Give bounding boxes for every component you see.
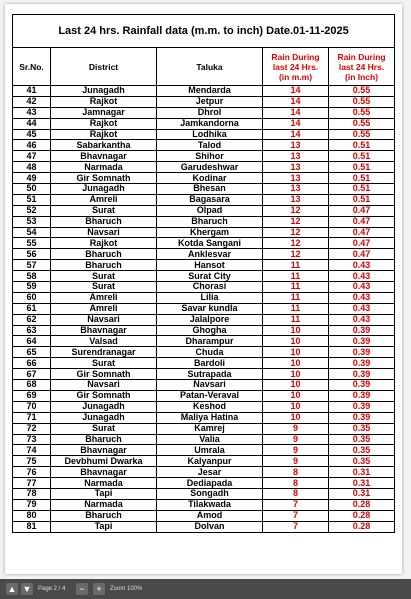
cell-srno: 44 bbox=[13, 118, 51, 129]
pdf-page bbox=[5, 4, 402, 574]
cell-rain-inch: 0.55 bbox=[329, 129, 395, 140]
cell-srno: 80 bbox=[13, 510, 51, 521]
table-row bbox=[13, 488, 395, 499]
cell-district: Surendranagar bbox=[51, 347, 157, 358]
cell-srno: 68 bbox=[13, 380, 51, 391]
table-row bbox=[13, 216, 395, 227]
cell-rain-mm: 9 bbox=[263, 456, 329, 467]
cell-rain-mm: 13 bbox=[263, 140, 329, 151]
cell-srno: 60 bbox=[13, 292, 51, 303]
table-title: Last 24 hrs. Rainfall data (m.m. to inch) Date.01-11-2025 bbox=[13, 15, 395, 48]
cell-rain-mm: 11 bbox=[263, 271, 329, 282]
cell-taluka: Bharuch bbox=[157, 216, 263, 227]
table-row bbox=[13, 423, 395, 434]
cell-taluka: Jalalpore bbox=[157, 314, 263, 325]
cell-srno: 61 bbox=[13, 303, 51, 314]
cell-rain-mm: 8 bbox=[263, 478, 329, 489]
cell-district: Amreli bbox=[51, 292, 157, 303]
table-row bbox=[13, 162, 395, 173]
zoom-level: Zoom 100% bbox=[110, 586, 143, 592]
cell-srno: 74 bbox=[13, 445, 51, 456]
cell-district: Valsad bbox=[51, 336, 157, 347]
cell-rain-inch: 0.28 bbox=[329, 499, 395, 510]
cell-rain-inch: 0.35 bbox=[329, 445, 395, 456]
zoom-in-button[interactable]: + bbox=[93, 583, 105, 595]
cell-taluka: Dediapada bbox=[157, 478, 263, 489]
cell-district: Rajkot bbox=[51, 238, 157, 249]
cell-rain-inch: 0.51 bbox=[329, 184, 395, 195]
table-row bbox=[13, 227, 395, 238]
cell-rain-inch: 0.28 bbox=[329, 521, 395, 532]
table-row bbox=[13, 347, 395, 358]
cell-district: Junagadh bbox=[51, 184, 157, 195]
cell-district: Surat bbox=[51, 282, 157, 293]
cell-taluka: Mendarda bbox=[157, 86, 263, 97]
cell-rain-inch: 0.31 bbox=[329, 478, 395, 489]
cell-taluka: Valia bbox=[157, 434, 263, 445]
cell-taluka: Umrala bbox=[157, 445, 263, 456]
cell-rain-mm: 10 bbox=[263, 401, 329, 412]
cell-taluka: Shihor bbox=[157, 151, 263, 162]
cell-rain-mm: 10 bbox=[263, 412, 329, 423]
table-row bbox=[13, 292, 395, 303]
cell-srno: 75 bbox=[13, 456, 51, 467]
table-row bbox=[13, 336, 395, 347]
cell-rain-mm: 7 bbox=[263, 499, 329, 510]
cell-rain-inch: 0.47 bbox=[329, 216, 395, 227]
cell-district: Navsari bbox=[51, 380, 157, 391]
table-row bbox=[13, 118, 395, 129]
cell-rain-inch: 0.51 bbox=[329, 151, 395, 162]
cell-district: Rajkot bbox=[51, 129, 157, 140]
cell-srno: 65 bbox=[13, 347, 51, 358]
cell-rain-mm: 10 bbox=[263, 347, 329, 358]
cell-rain-mm: 10 bbox=[263, 380, 329, 391]
cell-district: Rajkot bbox=[51, 118, 157, 129]
cell-rain-mm: 14 bbox=[263, 107, 329, 118]
table-row bbox=[13, 184, 395, 195]
cell-district: Navsari bbox=[51, 227, 157, 238]
cell-rain-mm: 11 bbox=[263, 260, 329, 271]
cell-srno: 45 bbox=[13, 129, 51, 140]
rainfall-table bbox=[12, 14, 395, 533]
table-row bbox=[13, 434, 395, 445]
cell-rain-inch: 0.35 bbox=[329, 434, 395, 445]
cell-srno: 55 bbox=[13, 238, 51, 249]
table-row bbox=[13, 173, 395, 184]
cell-srno: 48 bbox=[13, 162, 51, 173]
cell-taluka: Anklesvar bbox=[157, 249, 263, 260]
cell-srno: 67 bbox=[13, 369, 51, 380]
table-row bbox=[13, 325, 395, 336]
cell-district: Bharuch bbox=[51, 260, 157, 271]
table-row bbox=[13, 249, 395, 260]
table-row bbox=[13, 412, 395, 423]
cell-rain-mm: 9 bbox=[263, 423, 329, 434]
cell-taluka: Jetpur bbox=[157, 96, 263, 107]
table-row bbox=[13, 140, 395, 151]
cell-rain-inch: 0.39 bbox=[329, 336, 395, 347]
table-row bbox=[13, 390, 395, 401]
cell-rain-inch: 0.47 bbox=[329, 205, 395, 216]
cell-srno: 42 bbox=[13, 96, 51, 107]
table-row bbox=[13, 510, 395, 521]
cell-rain-inch: 0.51 bbox=[329, 162, 395, 173]
table-row bbox=[13, 521, 395, 532]
cell-taluka: Patan-Veraval bbox=[157, 390, 263, 401]
table-row bbox=[13, 445, 395, 456]
cell-district: Surat bbox=[51, 271, 157, 282]
cell-taluka: Ghogha bbox=[157, 325, 263, 336]
cell-rain-inch: 0.55 bbox=[329, 96, 395, 107]
arrow-up-icon[interactable]: ▲ bbox=[7, 584, 17, 594]
cell-district: Junagadh bbox=[51, 86, 157, 97]
cell-rain-inch: 0.43 bbox=[329, 303, 395, 314]
cell-taluka: Keshod bbox=[157, 401, 263, 412]
cell-district: Narmada bbox=[51, 499, 157, 510]
cell-taluka: Dharampur bbox=[157, 336, 263, 347]
viewer-toolbar bbox=[0, 579, 411, 599]
cell-district: Bhavnagar bbox=[51, 325, 157, 336]
cell-district: Surat bbox=[51, 358, 157, 369]
cell-rain-inch: 0.31 bbox=[329, 488, 395, 499]
cell-district: Jamnagar bbox=[51, 107, 157, 118]
table-row bbox=[13, 151, 395, 162]
cell-rain-mm: 8 bbox=[263, 467, 329, 478]
cell-district: Surat bbox=[51, 423, 157, 434]
cell-srno: 72 bbox=[13, 423, 51, 434]
table-row bbox=[13, 194, 395, 205]
cell-rain-inch: 0.51 bbox=[329, 140, 395, 151]
cell-district: Tapi bbox=[51, 521, 157, 532]
cell-rain-mm: 11 bbox=[263, 314, 329, 325]
cell-taluka: Sutrapada bbox=[157, 369, 263, 380]
cell-district: Junagadh bbox=[51, 412, 157, 423]
cell-rain-inch: 0.43 bbox=[329, 314, 395, 325]
table-row bbox=[13, 380, 395, 391]
cell-taluka: Tilakwada bbox=[157, 499, 263, 510]
cell-rain-inch: 0.39 bbox=[329, 380, 395, 391]
cell-rain-inch: 0.43 bbox=[329, 282, 395, 293]
cell-srno: 51 bbox=[13, 194, 51, 205]
cell-rain-inch: 0.39 bbox=[329, 358, 395, 369]
cell-district: Bhavnagar bbox=[51, 445, 157, 456]
cell-taluka: Khergam bbox=[157, 227, 263, 238]
cell-rain-mm: 12 bbox=[263, 238, 329, 249]
cell-srno: 70 bbox=[13, 401, 51, 412]
cell-rain-inch: 0.55 bbox=[329, 86, 395, 97]
cell-rain-mm: 11 bbox=[263, 303, 329, 314]
cell-rain-mm: 12 bbox=[263, 249, 329, 260]
cell-district: Bharuch bbox=[51, 434, 157, 445]
cell-srno: 52 bbox=[13, 205, 51, 216]
table-row bbox=[13, 303, 395, 314]
cell-rain-inch: 0.35 bbox=[329, 423, 395, 434]
cell-srno: 66 bbox=[13, 358, 51, 369]
cell-srno: 62 bbox=[13, 314, 51, 325]
cell-srno: 78 bbox=[13, 488, 51, 499]
cell-srno: 47 bbox=[13, 151, 51, 162]
cell-district: Gir Somnath bbox=[51, 390, 157, 401]
cell-district: Surat bbox=[51, 205, 157, 216]
table-row bbox=[13, 478, 395, 489]
cell-srno: 46 bbox=[13, 140, 51, 151]
cell-rain-mm: 12 bbox=[263, 205, 329, 216]
cell-district: Junagadh bbox=[51, 401, 157, 412]
cell-taluka: Navsari bbox=[157, 380, 263, 391]
cell-rain-mm: 14 bbox=[263, 96, 329, 107]
cell-rain-inch: 0.51 bbox=[329, 173, 395, 184]
table-row bbox=[13, 86, 395, 97]
cell-rain-mm: 7 bbox=[263, 510, 329, 521]
cell-rain-mm: 10 bbox=[263, 369, 329, 380]
cell-taluka: Olpad bbox=[157, 205, 263, 216]
arrow-down-icon[interactable]: ▼ bbox=[22, 584, 32, 594]
table-row bbox=[13, 456, 395, 467]
table-row bbox=[13, 107, 395, 118]
cell-taluka: Kalyanpur bbox=[157, 456, 263, 467]
table-row bbox=[13, 271, 395, 282]
cell-srno: 56 bbox=[13, 249, 51, 260]
cell-rain-mm: 14 bbox=[263, 86, 329, 97]
cell-rain-mm: 13 bbox=[263, 162, 329, 173]
cell-rain-mm: 8 bbox=[263, 488, 329, 499]
cell-rain-inch: 0.39 bbox=[329, 325, 395, 336]
header-rain-mm-text: Rain During last 24 Hrs. (in m.m) bbox=[271, 51, 320, 82]
cell-district: Bhavnagar bbox=[51, 467, 157, 478]
cell-district: Narmada bbox=[51, 478, 157, 489]
cell-district: Narmada bbox=[51, 162, 157, 173]
cell-taluka: Garudeshwar bbox=[157, 162, 263, 173]
cell-district: Bharuch bbox=[51, 216, 157, 227]
cell-rain-inch: 0.39 bbox=[329, 412, 395, 423]
cell-rain-mm: 14 bbox=[263, 118, 329, 129]
cell-srno: 59 bbox=[13, 282, 51, 293]
cell-rain-mm: 10 bbox=[263, 325, 329, 336]
cell-srno: 41 bbox=[13, 86, 51, 97]
table-row bbox=[13, 260, 395, 271]
cell-rain-mm: 13 bbox=[263, 173, 329, 184]
cell-rain-mm: 10 bbox=[263, 336, 329, 347]
cell-srno: 76 bbox=[13, 467, 51, 478]
cell-district: Bharuch bbox=[51, 249, 157, 260]
cell-srno: 54 bbox=[13, 227, 51, 238]
header-district: District bbox=[51, 48, 157, 86]
cell-rain-inch: 0.55 bbox=[329, 118, 395, 129]
cell-taluka: Surat City bbox=[157, 271, 263, 282]
cell-srno: 77 bbox=[13, 478, 51, 489]
cell-taluka: Hansot bbox=[157, 260, 263, 271]
cell-taluka: Dolvan bbox=[157, 521, 263, 532]
cell-rain-inch: 0.39 bbox=[329, 390, 395, 401]
cell-rain-mm: 10 bbox=[263, 358, 329, 369]
header-rain-mm bbox=[263, 48, 329, 86]
cell-rain-mm: 10 bbox=[263, 390, 329, 401]
cell-srno: 53 bbox=[13, 216, 51, 227]
table-row bbox=[13, 358, 395, 369]
cell-srno: 49 bbox=[13, 173, 51, 184]
cell-rain-inch: 0.35 bbox=[329, 456, 395, 467]
cell-district: Bharuch bbox=[51, 510, 157, 521]
header-rain-inch bbox=[329, 48, 395, 86]
cell-rain-mm: 9 bbox=[263, 445, 329, 456]
cell-taluka: Dhrol bbox=[157, 107, 263, 118]
cell-rain-mm: 13 bbox=[263, 151, 329, 162]
cell-district: Rajkot bbox=[51, 96, 157, 107]
cell-srno: 73 bbox=[13, 434, 51, 445]
cell-rain-mm: 14 bbox=[263, 129, 329, 140]
cell-taluka: Bardoli bbox=[157, 358, 263, 369]
table-row bbox=[13, 205, 395, 216]
page-indicator: Page 2 / 4 bbox=[38, 586, 66, 592]
cell-taluka: Kamrej bbox=[157, 423, 263, 434]
cell-srno: 50 bbox=[13, 184, 51, 195]
cell-district: Amreli bbox=[51, 303, 157, 314]
cell-taluka: Lodhika bbox=[157, 129, 263, 140]
table-row bbox=[13, 314, 395, 325]
cell-srno: 71 bbox=[13, 412, 51, 423]
table-row bbox=[13, 369, 395, 380]
table-row bbox=[13, 238, 395, 249]
cell-district: Sabarkantha bbox=[51, 140, 157, 151]
table-row bbox=[13, 401, 395, 412]
cell-taluka: Kodinar bbox=[157, 173, 263, 184]
cell-rain-mm: 9 bbox=[263, 434, 329, 445]
cell-srno: 43 bbox=[13, 107, 51, 118]
cell-district: Gir Somnath bbox=[51, 173, 157, 184]
cell-taluka: Kotda Sangani bbox=[157, 238, 263, 249]
cell-rain-inch: 0.28 bbox=[329, 510, 395, 521]
cell-district: Tapi bbox=[51, 488, 157, 499]
cell-taluka: Chorasi bbox=[157, 282, 263, 293]
cell-taluka: Talod bbox=[157, 140, 263, 151]
table-body bbox=[13, 86, 395, 533]
cell-rain-inch: 0.55 bbox=[329, 107, 395, 118]
cell-taluka: Savar kundla bbox=[157, 303, 263, 314]
cell-taluka: Bagasara bbox=[157, 194, 263, 205]
cell-rain-inch: 0.39 bbox=[329, 369, 395, 380]
cell-rain-inch: 0.43 bbox=[329, 271, 395, 282]
cell-district: Gir Somnath bbox=[51, 369, 157, 380]
cell-srno: 57 bbox=[13, 260, 51, 271]
cell-rain-mm: 12 bbox=[263, 227, 329, 238]
cell-taluka: Amod bbox=[157, 510, 263, 521]
cell-rain-inch: 0.39 bbox=[329, 347, 395, 358]
table-row bbox=[13, 282, 395, 293]
cell-rain-mm: 7 bbox=[263, 521, 329, 532]
cell-district: Amreli bbox=[51, 194, 157, 205]
table-row bbox=[13, 467, 395, 478]
cell-rain-inch: 0.43 bbox=[329, 260, 395, 271]
cell-srno: 69 bbox=[13, 390, 51, 401]
cell-district: Navsari bbox=[51, 314, 157, 325]
cell-rain-inch: 0.47 bbox=[329, 238, 395, 249]
cell-rain-inch: 0.51 bbox=[329, 194, 395, 205]
header-srno: Sr.No. bbox=[13, 48, 51, 86]
cell-srno: 58 bbox=[13, 271, 51, 282]
table-row bbox=[13, 129, 395, 140]
cell-rain-inch: 0.47 bbox=[329, 249, 395, 260]
cell-taluka: Chuda bbox=[157, 347, 263, 358]
cell-district: Bhavnagar bbox=[51, 151, 157, 162]
cell-rain-inch: 0.39 bbox=[329, 401, 395, 412]
cell-srno: 81 bbox=[13, 521, 51, 532]
cell-srno: 79 bbox=[13, 499, 51, 510]
cell-taluka: Songadh bbox=[157, 488, 263, 499]
zoom-out-button[interactable]: − bbox=[76, 583, 88, 595]
cell-rain-mm: 12 bbox=[263, 216, 329, 227]
cell-taluka: Lilia bbox=[157, 292, 263, 303]
cell-district: Devbhumi Dwarka bbox=[51, 456, 157, 467]
header-taluka: Taluka bbox=[157, 48, 263, 86]
table-row bbox=[13, 499, 395, 510]
cell-taluka: Maliya Hatina bbox=[157, 412, 263, 423]
cell-taluka: Bhesan bbox=[157, 184, 263, 195]
cell-srno: 64 bbox=[13, 336, 51, 347]
cell-taluka: Jesar bbox=[157, 467, 263, 478]
header-rain-inch-text: Rain During last 24 Hrs. (in Inch) bbox=[337, 51, 386, 82]
cell-rain-mm: 13 bbox=[263, 184, 329, 195]
cell-taluka: Jamkandorna bbox=[157, 118, 263, 129]
cell-rain-mm: 11 bbox=[263, 282, 329, 293]
cell-rain-inch: 0.47 bbox=[329, 227, 395, 238]
table-row bbox=[13, 96, 395, 107]
cell-rain-mm: 13 bbox=[263, 194, 329, 205]
cell-rain-inch: 0.43 bbox=[329, 292, 395, 303]
cell-rain-mm: 11 bbox=[263, 292, 329, 303]
cell-rain-inch: 0.31 bbox=[329, 467, 395, 478]
cell-srno: 63 bbox=[13, 325, 51, 336]
